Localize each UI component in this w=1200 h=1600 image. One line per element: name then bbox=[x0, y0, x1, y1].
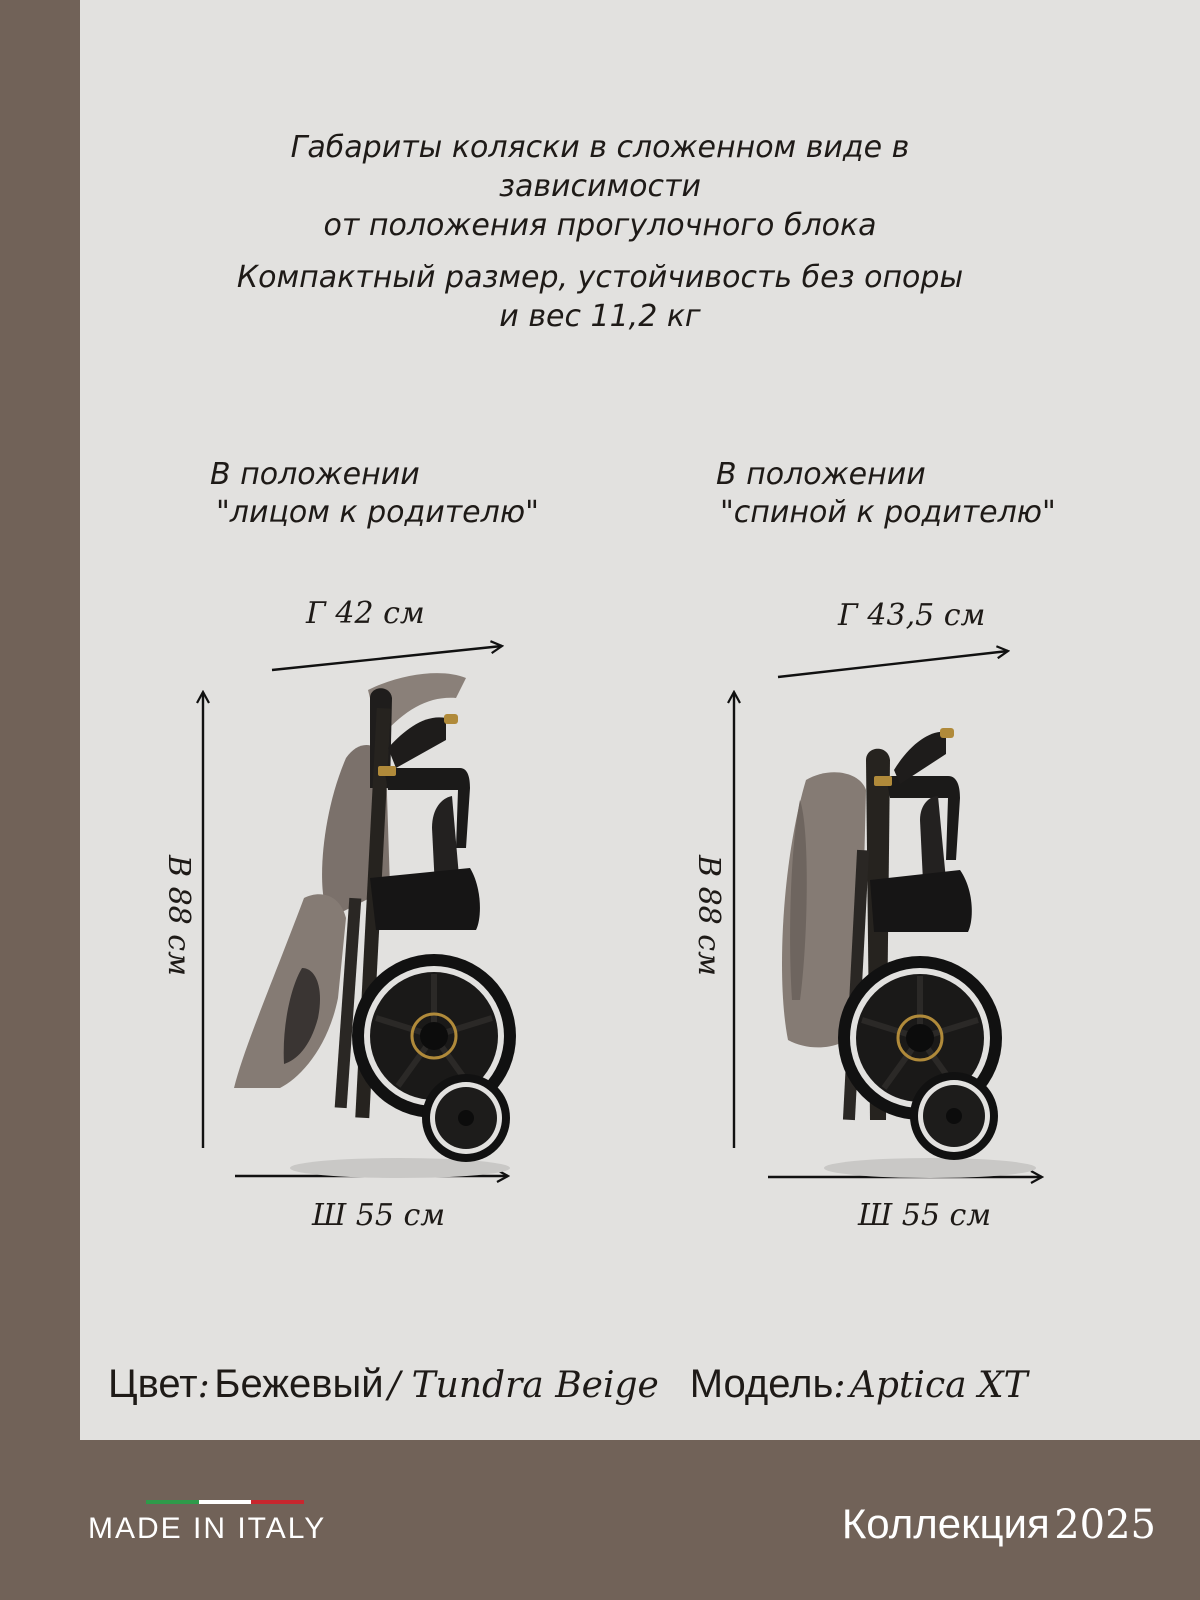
collection-word: Коллекция bbox=[841, 1500, 1050, 1547]
intro-line-1: Габариты коляски в сложенном виде в зависимости bbox=[290, 130, 910, 204]
collection-year: 2025 bbox=[1054, 1502, 1156, 1548]
product-meta-line bbox=[108, 1362, 1028, 1407]
right-title-line-1: В положении bbox=[716, 457, 926, 492]
right-depth-label: Г 43,5 см bbox=[838, 598, 986, 633]
intro-line-2: от положения прогулочного блока bbox=[323, 208, 877, 243]
left-title-line-2: "лицом к родителю" bbox=[216, 495, 539, 530]
color-label: Цвет bbox=[108, 1362, 198, 1406]
intro-line-3: Компактный размер, устойчивость без опоры bbox=[236, 260, 964, 295]
model-value: Aptica XT bbox=[849, 1365, 1028, 1406]
color-separator: : bbox=[197, 1365, 210, 1406]
left-title-line-1: В положении bbox=[210, 457, 420, 492]
collection-label bbox=[842, 1500, 1156, 1548]
color-value-ru: Бежевый bbox=[214, 1362, 384, 1406]
model-separator: : bbox=[833, 1365, 846, 1406]
right-title-line-2: "спиной к родителю" bbox=[720, 495, 1056, 530]
model-label: Модель bbox=[689, 1362, 834, 1406]
right-height-label: В 88 см bbox=[690, 855, 726, 976]
italian-flag-stripe bbox=[146, 1500, 304, 1504]
intro-features-text bbox=[200, 258, 1000, 336]
left-depth-label: Г 42 см bbox=[306, 596, 425, 631]
made-in-italy-label: MADE IN ITALY bbox=[88, 1512, 327, 1545]
left-frame-bar bbox=[0, 0, 80, 1440]
color-value-en: / Tundra Beige bbox=[388, 1365, 659, 1406]
left-height-label: В 88 см bbox=[160, 855, 196, 976]
left-width-label: Ш 55 см bbox=[312, 1198, 446, 1233]
intro-line-4: и вес 11,2 кг bbox=[499, 299, 701, 334]
folded-stroller-world-facing-image bbox=[770, 680, 1060, 1180]
folded-stroller-parent-facing-image bbox=[220, 668, 540, 1188]
right-position-title bbox=[716, 456, 1056, 532]
intro-dimensions-text bbox=[200, 128, 1000, 245]
right-width-label: Ш 55 см bbox=[858, 1198, 992, 1233]
left-position-title bbox=[210, 456, 539, 532]
